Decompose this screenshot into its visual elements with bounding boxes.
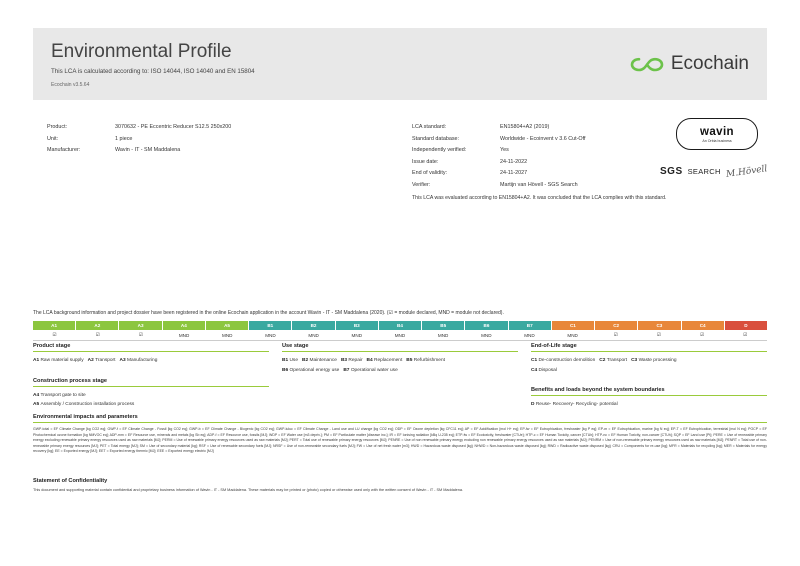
module-mark-cell: ☑ <box>656 332 662 337</box>
wavin-tagline: An Orbia business <box>702 138 732 143</box>
meta-label: Product: <box>47 124 68 130</box>
stage-columns <box>33 343 767 410</box>
module-mark-cell: ☑ <box>138 332 143 337</box>
stage-item <box>343 368 397 373</box>
endoflife-stage-title: End-of-Life stage <box>531 343 767 352</box>
stage-item-label: Manufacturing <box>126 358 158 363</box>
page-title: Environmental Profile <box>51 41 232 62</box>
module-mark-cell: MND <box>437 332 449 338</box>
module-code-cell: B4 <box>379 321 422 330</box>
stage-item-code: B6 <box>282 367 290 373</box>
meta-row <box>412 180 712 192</box>
meta-value: 24-11-2022 <box>500 158 528 165</box>
module-mark-cell: MND <box>524 332 535 338</box>
dossier-note: The LCA background information and project dossier have been registered in the online Ecochain application in the account Wavin - IT - SM Maddalena (2020). (☑ = module declared, MND = module not declared). <box>33 310 504 316</box>
stage-item-code: D <box>531 402 536 407</box>
stage-item-code: A2 <box>87 358 96 363</box>
stage-item <box>302 358 337 363</box>
stage-item-label: Refurbishment <box>413 358 445 363</box>
module-code-cell: B3 <box>336 321 379 330</box>
module-mark-cell: MND <box>222 332 233 338</box>
stage-item-code: C1 <box>531 358 539 363</box>
module-mark-cell: ☑ <box>613 332 618 337</box>
module-mark-cell: ☑ <box>95 332 100 337</box>
module-mark-cell: ☑ <box>52 332 57 337</box>
benefits-title: Benefits and loads beyond the system boundaries <box>531 387 767 396</box>
confidentiality-title: Statement of Confidentiality <box>33 478 108 484</box>
stage-item-code: B5 <box>406 358 414 363</box>
sgs-logo: SGS <box>660 166 683 177</box>
meta-row <box>47 134 367 146</box>
stage-item-label: Transport <box>95 358 116 363</box>
stage-item-label: Operational water use <box>350 367 398 373</box>
module-code-cell: C2 <box>595 321 638 330</box>
module-mark-cell: MND <box>308 332 319 338</box>
lca-meta-column <box>412 122 712 191</box>
ecochain-wordmark: Ecochain <box>670 53 749 74</box>
wavin-logo <box>676 118 758 150</box>
impacts-title: Environmental impacts and parameters <box>33 414 767 423</box>
stage-item-label: Disposal <box>538 367 557 373</box>
module-code-cell: A5 <box>206 321 249 330</box>
stage-item-label: De-construction demolition <box>538 358 596 363</box>
module-mark-cell: MND <box>265 332 276 338</box>
stage-item-code: B4 <box>366 358 375 363</box>
meta-label: Manufacturer: <box>47 147 81 153</box>
verifier-signature: M.Hövell <box>725 163 768 180</box>
module-code-cell: A3 <box>119 321 162 330</box>
stage-item-label: Repair <box>348 358 363 363</box>
module-code-cell: B5 <box>422 321 465 330</box>
use-stage-items-row2 <box>282 366 518 376</box>
module-mark-cell: ☑ <box>700 332 705 337</box>
stage-item-code: C3 <box>631 358 639 363</box>
stage-item <box>120 358 158 363</box>
module-mark-cell: MND <box>178 332 190 338</box>
module-header-row <box>33 321 767 330</box>
stage-item <box>33 391 269 401</box>
product-stage-column <box>33 343 269 410</box>
stage-item <box>599 358 627 363</box>
verifier-logos <box>660 163 768 180</box>
construction-stage-block <box>33 378 269 410</box>
stage-item <box>406 358 445 363</box>
stage-item-label: Assembly / Construction installation process <box>40 402 135 407</box>
benefits-items <box>531 400 767 410</box>
meta-row <box>412 145 712 157</box>
stage-item <box>88 358 116 363</box>
use-stage-items-row1 <box>282 356 518 366</box>
stage-item <box>282 358 298 363</box>
use-stage-title: Use stage <box>282 343 518 352</box>
module-mark-cell: MND <box>351 332 363 338</box>
module-code-cell: D <box>725 321 767 330</box>
stage-item-code: B3 <box>340 358 349 363</box>
stage-item <box>341 358 363 363</box>
module-code-cell: A1 <box>33 321 76 330</box>
meta-value: 24-11-2027 <box>500 170 528 176</box>
module-code-cell: C3 <box>638 321 681 330</box>
stage-item-code: A3 <box>119 358 127 363</box>
stage-item-code: B1 <box>282 358 290 363</box>
header-text-group <box>51 40 255 88</box>
wavin-wordmark: wavin <box>700 125 734 138</box>
meta-value: EN15804+A2 (2019) <box>500 124 550 130</box>
module-mark-cell: MND <box>481 332 492 338</box>
meta-row <box>47 145 367 157</box>
stage-item <box>631 358 676 363</box>
endoflife-stage-column <box>531 343 767 410</box>
stage-item <box>367 358 403 363</box>
endoflife-stage-items-row1 <box>531 356 767 366</box>
construction-stage-title: Construction process stage <box>33 378 269 387</box>
product-stage-items <box>33 356 269 366</box>
meta-value: Yes <box>500 147 509 153</box>
stage-item-label: Maintenance <box>309 358 337 363</box>
module-code-cell: B1 <box>249 321 292 330</box>
stage-item-code: A4 <box>33 392 41 398</box>
product-stage-title: Product stage <box>33 343 269 352</box>
module-code-cell: A2 <box>76 321 119 330</box>
stage-item <box>531 368 557 373</box>
module-table <box>33 321 767 341</box>
infinity-icon <box>630 56 664 73</box>
meta-label: Verifier: <box>412 181 431 188</box>
stage-item-label: Reuse- Recovery- Recycling- potential <box>535 402 618 407</box>
meta-value: 3070632 - PE Eccentric Reducer S12.5 250x200 <box>115 124 232 130</box>
module-mark-cell: ☑ <box>743 332 748 337</box>
search-logo: SEARCH <box>687 167 721 176</box>
meta-value: 1 piece <box>115 135 133 142</box>
construction-stage-items <box>33 391 269 410</box>
meta-row <box>412 122 712 134</box>
stage-item <box>33 400 269 410</box>
stage-item-code: C4 <box>531 367 539 373</box>
meta-label: Independently verified: <box>412 147 467 153</box>
meta-label: Standard database: <box>412 135 460 142</box>
module-mark-row <box>33 330 767 341</box>
meta-value: Worldwide - Ecoinvent v 3.6 Cut-Off <box>500 135 586 142</box>
meta-value: Martijn van Hövell - SGS Search <box>500 181 578 188</box>
module-mark-cell: MND <box>394 332 406 338</box>
meta-label: Issue date: <box>412 158 439 165</box>
stage-item-label: Use <box>289 358 298 363</box>
stage-item-label: Waste processing <box>638 358 677 363</box>
stage-item <box>531 402 618 407</box>
meta-row <box>47 122 367 134</box>
stage-item-label: Transport <box>606 358 628 363</box>
stage-item-code: B2 <box>302 358 310 363</box>
confidentiality-body: This document and supporting material contain confidential and proprietary business information of Wavin - IT - SM Maddalena. These materials may be printed or (photo) copied or otherwise used only with the written consent of Wavin - IT - SM Maddalena. <box>33 488 464 492</box>
stage-item-code: A5 <box>33 402 41 407</box>
stage-item-label: Replacement <box>374 358 403 363</box>
meta-value: Wavin - IT - SM Maddalena <box>115 147 181 153</box>
meta-row <box>412 134 712 146</box>
impacts-abbreviations: GWP-total = EF Climate Change [kg CO2 eq]; GWP-f = EF Climate Change - Fossil [kg CO2 eq]; GWP-b = EF Climate Change - Biogenic [kg CO2 eq]; GWP-luluc = EF Climate Change - Land use and LU change [kg CO2 eq]; ODP = EF Ozone depletion [kg CFC11 eq]; AP = EF Acidification [mol H+ eq]; EP-fw = EF Eutrophication, freshwater [kg P eq]; EP-m = EF Eutrophication, marine [kg N eq]; EP-T = EF Eutrophication, terrestrial [mol N eq]; POCP = EF Photochemical ozone formation [kg NMVOC eq]; ADP-mm = EF Resource use, minerals and metals [kg Sb eq]; ADP-f = EF Resource use, fossils [MJ]; WDP = EF Water use [m3 depriv.]; PM = EF Particulate matter [disease inc.]; IR = EF Ionising radiation [kBq U-235 eq]; ETP-fw = EF Ecotoxicity, freshwater [CTUe]; HTP-c = EF Human Toxicity, cancer [CTUh]; HTP-nc = EF Human Toxicity, non-cancer [CTUh]; SQP = EF Land use [Pt]; PERE = Use of renewable primary energy excluding renewable primary energy resources used as raw materials [MJ]; PERM = Use of renewable primary energy resources used as raw materials [MJ]; PERT = Total use of renewable primary energy resources [MJ]; PENRE = Use of non renewable primary energy excluding non renewable primary energy resources used as raw materials [MJ]; PENRM = Use of non-renewable primary energy resources used as raw materials [MJ]; PENRT = Total use of non-renewable primary energy resources [MJ]; PET = Total energy [MJ]; SM = Use of secondary material [kg]; RSF = Use of renewable secondary fuels [MJ]; NRSF = Use of non-renewable secondary fuels [MJ]; FW = Use of net fresh water [m3]; HWD = Hazardous waste disposed [kg]; NHWD = Non-hazardous waste disposed [kg]; RWD = Radioactive waste disposed [kg]; CRU = Components for re-use [kg]; MFR = Materials for recycling [kg]; MER = Materials for energy recovery [kg]; EE = Exported energy [MJ]; EET = Exported energy thermic [MJ]; EEE = Exported energy electric [MJ] <box>33 427 767 454</box>
stage-item-code: B7 <box>343 367 351 373</box>
stage-item-code: A1 <box>33 358 41 363</box>
stage-item <box>33 358 84 363</box>
endoflife-stage-items-row2 <box>531 366 767 376</box>
stage-item-label: Raw material supply <box>40 358 84 363</box>
meta-label: LCA standard: <box>412 124 447 130</box>
use-stage-column <box>282 343 518 410</box>
module-code-cell: C4 <box>682 321 725 330</box>
stage-item-label: Operational energy use <box>289 367 340 373</box>
header-subtitle: This LCA is calculated according to: ISO 14044, ISO 14040 and EN 15804 <box>51 68 255 75</box>
stage-item-label: Transport gate to site <box>40 392 86 398</box>
benefits-block <box>531 387 767 410</box>
standard-compliance-note: This LCA was evaluated according to EN15804+A2. It was concluded that the LCA complies with this standard. <box>412 195 667 201</box>
product-meta-column <box>47 122 367 157</box>
environmental-impacts-section <box>33 414 767 455</box>
module-code-cell: C1 <box>552 321 595 330</box>
stage-item-code: C2 <box>599 358 607 363</box>
stage-item <box>282 368 339 373</box>
module-code-cell: B7 <box>509 321 552 330</box>
stage-item <box>531 358 595 363</box>
module-code-cell: B2 <box>292 321 335 330</box>
ecochain-logo <box>630 53 749 75</box>
meta-label: End of validity: <box>412 170 448 176</box>
module-code-cell: A4 <box>163 321 206 330</box>
app-version: Ecochain v3.5.64 <box>51 82 90 88</box>
document-header <box>33 28 767 100</box>
module-code-cell: B6 <box>465 321 508 330</box>
confidentiality-section <box>33 478 767 493</box>
meta-label: Unit: <box>47 135 59 142</box>
module-mark-cell: MND <box>567 332 578 338</box>
